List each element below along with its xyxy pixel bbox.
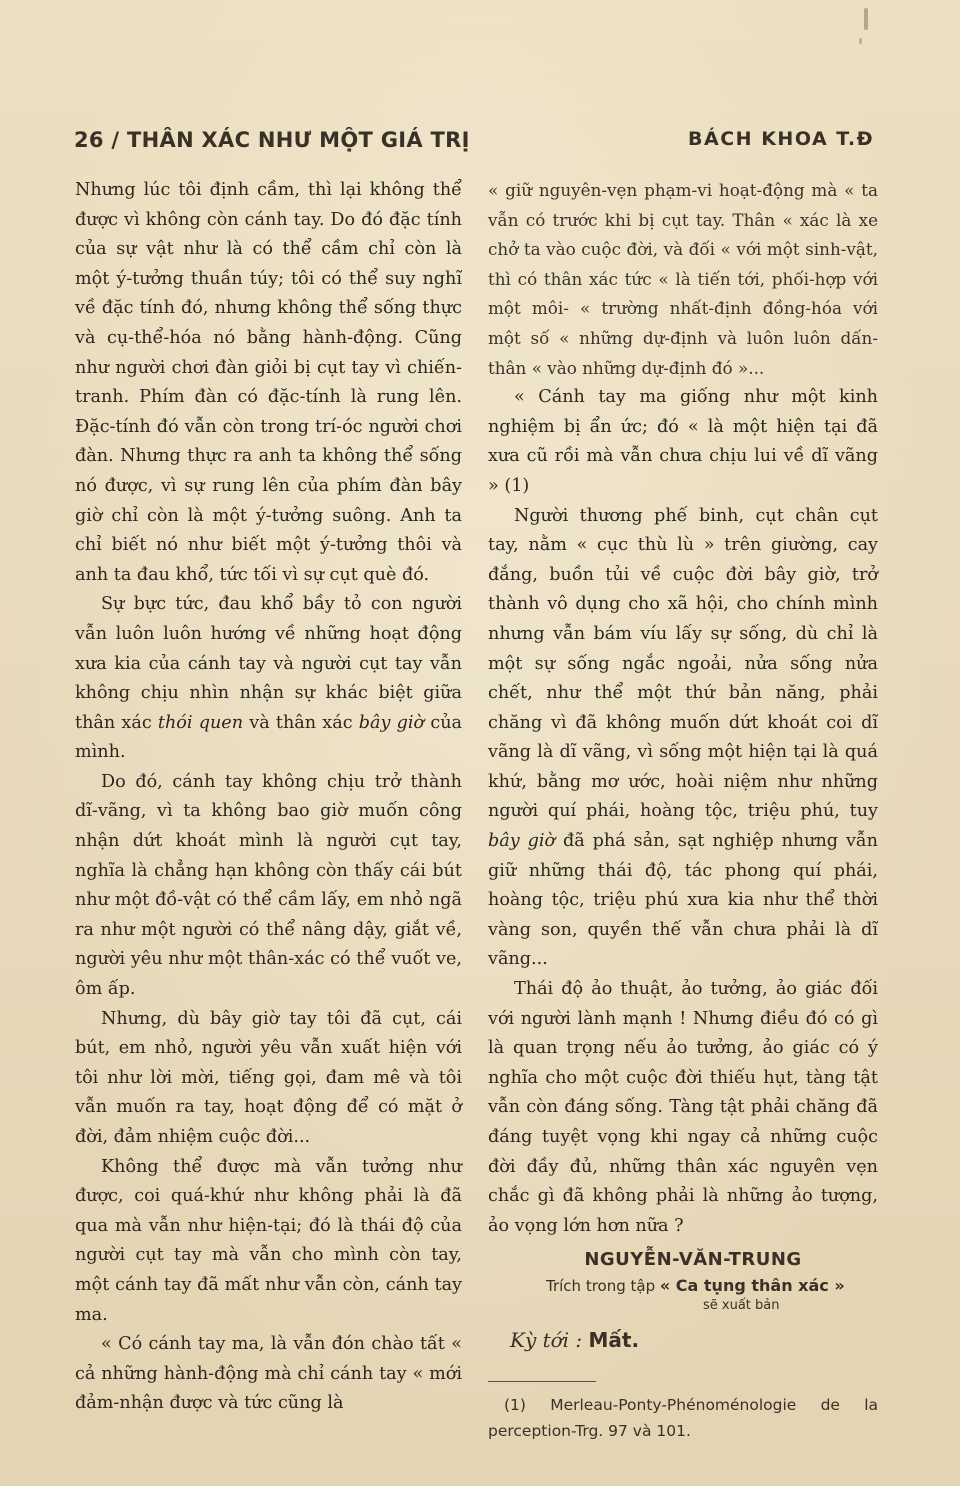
text-run: Sự bực tức, đau khổ bầy tỏ con người vẫn luôn luôn hướng về những hoạt động xưa kia của cánh tay và người cụt tay vẫn không chịu nhìn nhận sự khác biệt giữa thân xác: [75, 594, 462, 733]
footnote: (1) Merleau-Ponty-Phénoménologie de la perception-Trg. 97 và 101.: [488, 1396, 878, 1441]
text-run: đã phá sản, sạt nghiệp nhưng vẫn giữ những thái độ, tác phong quí phái, hoàng tộc, triệu phú xưa kia như thể thời vàng son, quyền thế vẫn chưa phải là dĩ vãng...: [488, 831, 878, 970]
paragraph: Không thể được mà vẫn tưởng như được, coi quá-khứ như không phải là đã qua mà vẫn như hiện-tại; đó là thái độ của người cụt tay mà vẫn cho mình còn tay, một cánh tay đã mất như vẫn còn, cánh tay ma.: [75, 1156, 462, 1325]
next-issue-value: Mất.: [588, 1328, 640, 1353]
author-name: NGUYỄN-VĂN-TRUNG: [584, 1249, 802, 1271]
source-line: [488, 1275, 878, 1297]
paragraph: [75, 590, 462, 768]
emphasis: bây giờ: [488, 831, 556, 852]
text-run: của mình.: [75, 712, 463, 763]
text-run: và thân xác: [249, 712, 353, 733]
source-note: sẽ xuất bản: [703, 1298, 780, 1314]
left-column: [75, 176, 462, 1419]
paragraph: Nhưng, dù bây giờ tay tôi đã cụt, cái bút, em nhỏ, người yêu vẫn xuất hiện với tôi như lời mời, tiếng gọi, đam mê và tôi vẫn muốn ra tay, hoạt động để có mặt ở đời, đảm nhiệm cuộc đời...: [75, 1008, 462, 1147]
next-issue: [488, 1325, 878, 1355]
magazine-name: BÁCH KHOA T.Đ: [688, 128, 874, 150]
page-header: [74, 128, 874, 160]
quote-continued: « giữ nguyên-vẹn phạm-vi hoạt-động mà « ta vẫn có trước khi bị cụt tay. Thân « xác là xe chở ta vào cuộc đời, và đối « với một sinh-vật, thì có thân xác tức « là tiến tới, phối-hợp với một môi- « trường nhất-định đồng-hóa với một số « những dự-định và luôn luôn dấn-thân « vào những dự-định đó »...: [488, 180, 878, 378]
next-issue-label: Kỳ tới :: [510, 1328, 583, 1353]
source-title: « Ca tụng thân xác »: [659, 1276, 845, 1296]
paragraph: Nhưng lúc tôi định cầm, thì lại không thể được vì không còn cánh tay. Do đó đặc tính của sự vật như là có thể cầm chỉ còn là một ý-tưởng thuần túy; tôi có thể suy nghĩ về đặc tính đó, nhưng không thể sống thực và cụ-thể-hóa nó bằng hành-động. Cũng như người chơi đàn giỏi bị cụt tay vì chiến-tranh. Phím đàn có đặc-tính là rung lên. Đặc-tính đó vẫn còn trong trí-óc người chơi đàn. Nhưng thực ra anh ta không thể sống nó được, vì sự rung lên của phím đàn bây giờ chỉ còn là một ý-tưởng suông. Anh ta chỉ biết nó như biết một ý-tưởng thôi và anh ta đau khổ, tức tối vì sự cụt què đó.: [75, 180, 462, 585]
quote-paragraph: « Có cánh tay ma, là vẫn đón chào tất « cả những hành-động mà chỉ cánh tay « mới đảm-nhận được và tức cũng là: [75, 1334, 462, 1414]
emphasis: thói quen: [157, 712, 244, 733]
paragraph: Thái độ ảo thuật, ảo tưởng, ảo giác đối với người lành mạnh ! Nhưng điều đó có gì là quan trọng nếu ảo tưởng, ảo giác có ý nghĩa cho một cuộc đời thiếu hụt, tàng tật vẫn còn đáng sống. Tàng tật phải chăng đã đáng tuyệt vọng khi ngay cả những cuộc đời đầy đủ, những thân xác nguyên vẹn chắc gì đã không phải là những ảo tượng, ảo vọng lớn hơn nữa ?: [488, 979, 878, 1236]
page-stain: [864, 8, 868, 30]
text-run: Người thương phế binh, cụt chân cụt tay, nằm « cục thù lù » trên giường, cay đắng, buồn tủi về cuộc đời bây giờ, trở thành vô dụng cho xã hội, cho chính mình nhưng vẫn bám víu lấy sự sống, dù chỉ là một sự sống ngắc ngoải, nửa sống nửa chết, như thể một thứ bản năng, phải chăng vì đã không muốn dứt khoát coi dĩ vãng là dĩ vãng, vì sống một hiện tại là quá khứ, bằng mơ ước, hoài niệm như những người quí phái, hoàng tộc, triệu phú, tuy: [488, 505, 878, 822]
source-prefix: Trích trong tập: [546, 1277, 656, 1296]
footnote-rule: [488, 1381, 596, 1382]
paragraph: « Cánh tay ma giống như một kinh nghiệm bị ẩn ức; đó « là một hiện tại đã xưa cũ rồi mà vẫn chưa chịu lui về dĩ vãng » (1): [488, 387, 878, 496]
paragraph: [488, 502, 878, 976]
emphasis: bây giờ: [358, 712, 425, 733]
running-title: 26 / THÂN XÁC NHƯ MỘT GIÁ TRỊ: [74, 128, 470, 152]
page-stain: [859, 38, 862, 44]
right-column: [488, 176, 878, 1444]
paragraph: Do đó, cánh tay không chịu trở thành dĩ-vãng, vì ta không bao giờ muốn công nhận dứt khoát mình là người cụt tay, nghĩa là chẳng hạn không còn thấy cái bút như một đồ-vật có thể cầm lấy, em nhỏ ngã ra như một người có thể nâng dậy, giắt về, người yêu như một thân-xác có thể vuốt ve, ôm ấp.: [75, 771, 462, 1000]
